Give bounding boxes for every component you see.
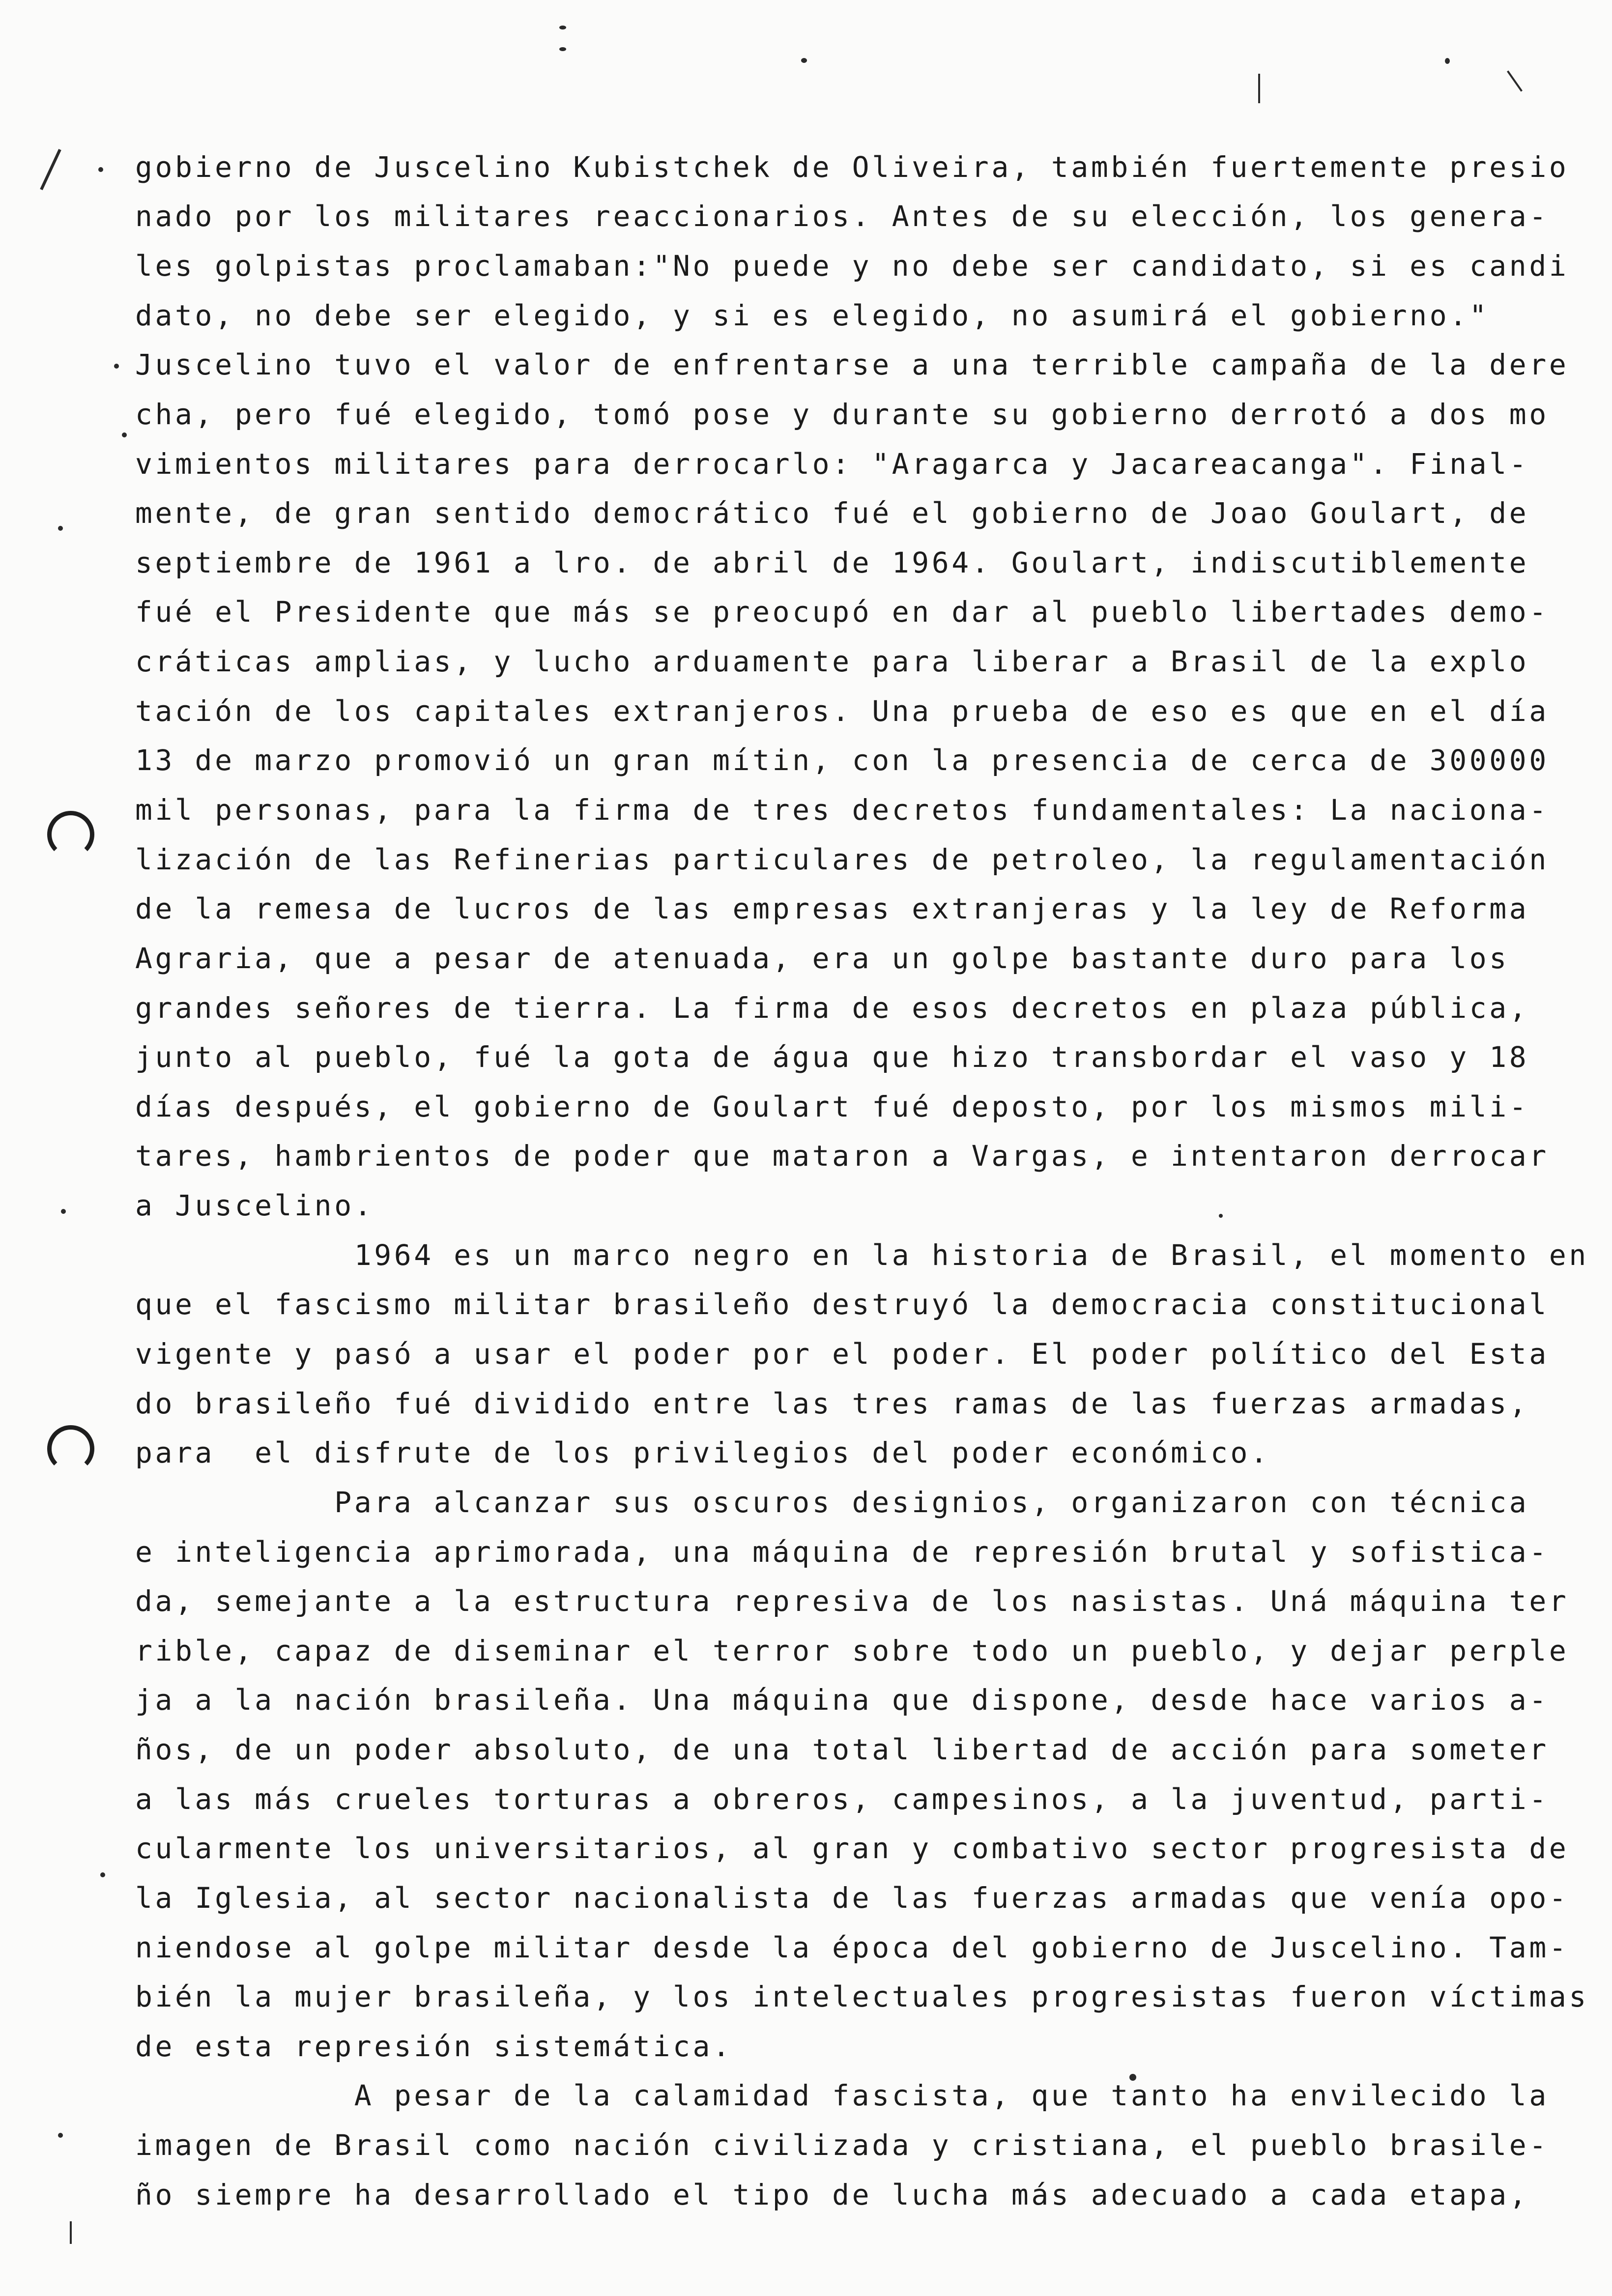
text-line-10: fué el Presidente que más se preocupó en dar al pueblo libertades demo- <box>135 595 1549 629</box>
text-line-12: tación de los capitales extranjeros. Una prueba de eso es que en el día <box>135 694 1549 728</box>
text-line-01: gobierno de Juscelino Kubistchek de Oliveira, también fuertemente presio <box>135 150 1569 184</box>
punch-hole-bottom <box>47 1425 94 1472</box>
ink-speck <box>100 1872 105 1877</box>
pen-mark <box>40 149 61 190</box>
text-line-30: da, semejante a la estructura represiva de los nasistas. Uná máquina ter <box>135 1584 1569 1618</box>
margin-tick <box>70 2221 72 2244</box>
text-line-27: para el disfrute de los privilegios del poder económico. <box>135 1436 1270 1469</box>
ink-speck <box>114 364 119 369</box>
text-line-15: lización de las Refinerias particulares de petroleo, la regulamentación <box>135 843 1549 876</box>
ink-speck <box>559 26 566 29</box>
ink-speck <box>122 432 127 437</box>
text-line-24: que el fascismo militar brasileño destruyó la democracia constitucional <box>135 1288 1549 1321</box>
text-line-06: cha, pero fué elegido, tomó pose y durante su gobierno derrotó a dos mo <box>135 398 1549 431</box>
text-line-05: Juscelino tuvo el valor de enfrentarse a una terrible campaña de la dere <box>135 348 1569 381</box>
text-line-42: ño siempre ha desarrollado el tipo de lucha más adecuado a cada etapa, <box>135 2178 1529 2211</box>
text-line-38: bién la mujer brasileña, y los intelectuales progresistas fueron víctimas <box>135 1980 1589 2013</box>
text-line-37: niendose al golpe militar desde la época del gobierno de Juscelino. Tam- <box>135 1931 1569 1964</box>
text-line-32: ja a la nación brasileña. Una máquina que dispone, desde hace varios a- <box>135 1683 1549 1717</box>
text-line-03: les golpistas proclamaban:"No puede y no debe ser candidato, si es candi <box>135 249 1569 283</box>
punch-hole-top <box>47 811 94 858</box>
text-line-39: de esta represión sistemática. <box>135 2030 733 2063</box>
text-line-04: dato, no debe ser elegido, y si es elegido, no asumirá el gobierno." <box>135 299 1490 332</box>
text-line-18: grandes señores de tierra. La firma de esos decretos en plaza pública, <box>135 991 1529 1025</box>
margin-tick <box>1507 70 1523 91</box>
text-line-25: vigente y pasó a usar el poder por el poder. El poder político del Esta <box>135 1337 1549 1371</box>
text-line-26: do brasileño fué dividido entre las tres ramas de las fuerzas armadas, <box>135 1387 1529 1420</box>
text-line-02: nado por los militares reaccionarios. Antes de su elección, los genera- <box>135 200 1549 233</box>
text-line-13: 13 de marzo promovió un gran mítin, con la presencia de cerca de 300000 <box>135 744 1549 777</box>
text-line-34: a las más crueles torturas a obreros, campesinos, a la juventud, parti- <box>135 1782 1549 1816</box>
text-line-22: a Juscelino. <box>135 1189 374 1222</box>
text-line-08: mente, de gran sentido democrático fué el gobierno de Joao Goulart, de <box>135 496 1529 530</box>
text-line-19: junto al pueblo, fué la gota de água que hizo transbordar el vaso y 18 <box>135 1040 1529 1074</box>
ink-speck <box>98 167 103 172</box>
text-line-21: tares, hambrientos de poder que mataron a Vargas, e intentaron derrocar <box>135 1139 1549 1173</box>
text-line-28: Para alcanzar sus oscuros designios, organizaron con técnica <box>135 1486 1529 1519</box>
ink-speck <box>801 58 807 63</box>
text-line-23: 1964 es un marco negro en la historia de Brasil, el momento en <box>135 1238 1589 1272</box>
text-line-35: cularmente los universitarios, al gran y combativo sector progresista de <box>135 1832 1569 1865</box>
ink-speck <box>61 1209 66 1214</box>
text-line-29: e inteligencia aprimorada, una máquina de represión brutal y sofistica- <box>135 1535 1549 1569</box>
text-line-14: mil personas, para la firma de tres decretos fundamentales: La naciona- <box>135 793 1549 827</box>
text-line-16: de la remesa de lucros de las empresas extranjeras y la ley de Reforma <box>135 892 1529 925</box>
text-line-09: septiembre de 1961 a lro. de abril de 1964. Goulart, indiscutiblemente <box>135 546 1529 579</box>
text-line-36: la Iglesia, al sector nacionalista de las fuerzas armadas que venía opo- <box>135 1881 1569 1915</box>
text-line-41: imagen de Brasil como nación civilizada y cristiana, el pueblo brasile- <box>135 2128 1549 2162</box>
ink-speck <box>58 2133 63 2138</box>
text-line-07: vimientos militares para derrocarlo: "Aragarca y Jacareacanga". Final- <box>135 447 1529 481</box>
text-line-40: A pesar de la calamidad fascista, que tanto ha envilecido la <box>135 2079 1549 2112</box>
text-line-33: ños, de un poder absoluto, de una total libertad de acción para someter <box>135 1733 1549 1766</box>
text-line-31: rible, capaz de diseminar el terror sobre todo un pueblo, y dejar perple <box>135 1634 1569 1667</box>
text-line-11: cráticas amplias, y lucho arduamente para liberar a Brasil de la explo <box>135 645 1529 678</box>
ink-speck <box>559 47 566 51</box>
ink-speck <box>1445 58 1450 64</box>
text-line-20: días después, el gobierno de Goulart fué deposto, por los mismos mili- <box>135 1090 1529 1123</box>
text-line-17: Agraria, que a pesar de atenuada, era un golpe bastante duro para los <box>135 942 1509 975</box>
margin-tick <box>1258 74 1260 103</box>
ink-speck <box>58 526 63 531</box>
